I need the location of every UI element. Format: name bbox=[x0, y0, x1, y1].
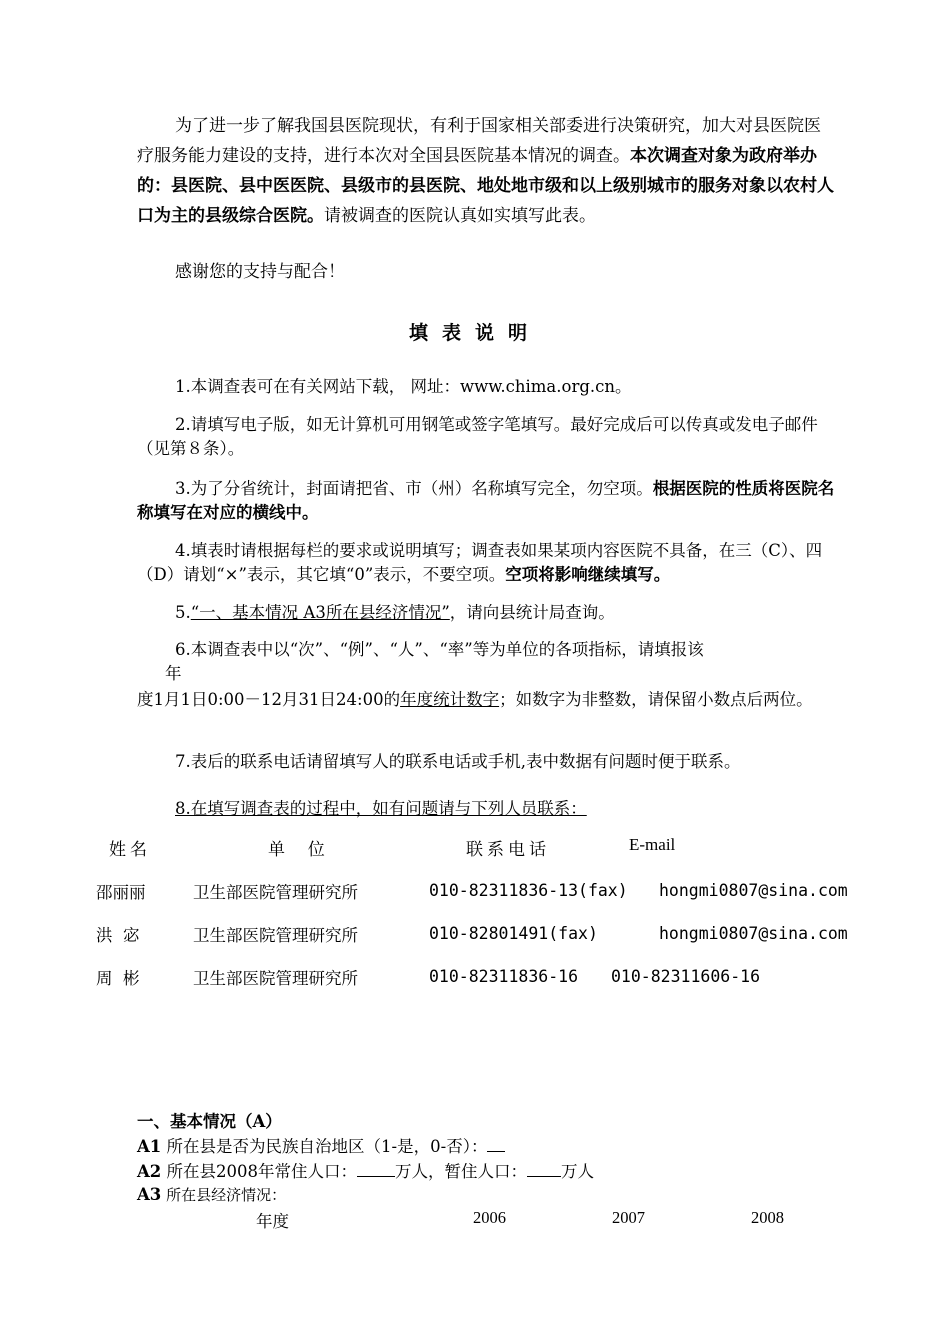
item-5-text: ，请向县统计局查询。 bbox=[449, 603, 615, 622]
contact-row-1-unit: 卫生部医院管理研究所 bbox=[193, 883, 358, 902]
item-3-bold: 根据医院的性质将医院名称填写在对应的横线中。 bbox=[137, 479, 835, 522]
a2-text-3: 万人 bbox=[561, 1162, 595, 1181]
instruction-item-4 bbox=[137, 539, 837, 587]
contact-header-email: E-mail bbox=[629, 835, 676, 854]
instructions-heading: 填表说明 bbox=[408, 322, 541, 344]
intro-text: 为了进一步了解我国县医院现状，有利于国家相关部委进行决策研究，加大对县医院医疗服务能力建设的支持，进行本次对全国县医院基本情况的调查。 bbox=[137, 116, 821, 166]
contact-row-3-unit: 卫生部医院管理研究所 bbox=[193, 969, 358, 988]
a3-label: A3 bbox=[137, 1185, 162, 1204]
thanks-text: 感谢您的支持与配合！ bbox=[175, 262, 345, 282]
contact-row-1-phone: 010-82311836-13(fax) bbox=[429, 881, 628, 900]
instruction-item-5 bbox=[137, 601, 837, 625]
contact-row-2-phone: 010-82801491(fax) bbox=[429, 924, 598, 943]
contact-header-phone: 联系电话 bbox=[466, 840, 550, 860]
contact-row-1-name: 邵丽丽 bbox=[96, 883, 146, 902]
item-6-text: 度1月1日0:00－12月31日24:00的 bbox=[137, 690, 401, 709]
contact-header-unit: 单 位 bbox=[268, 840, 329, 860]
instruction-item-3 bbox=[137, 477, 837, 525]
a2-temporary-blank[interactable] bbox=[527, 1160, 561, 1177]
contact-row-1-email[interactable]: hongmi0807@sina.com bbox=[659, 881, 848, 900]
year-2008: 2008 bbox=[751, 1208, 784, 1227]
item-6-underlined: 年度统计数字 bbox=[400, 690, 500, 709]
instruction-item-6-line3 bbox=[137, 688, 837, 712]
contact-row-3-phone: 010-82311836-16 bbox=[429, 967, 579, 986]
question-a3 bbox=[137, 1184, 286, 1205]
item-4-text: 4.填表时请根据每栏的要求或说明填写；调查表如果某项内容医院不具备，在三（C）、四（D）请划“×”表示，其它填“0”表示，不要空项。 bbox=[137, 541, 823, 584]
a2-text-1: 所在县2008年常住人口： bbox=[166, 1162, 358, 1181]
intro-closing-text: 请被调查的医院认真如实填写此表。 bbox=[324, 206, 596, 226]
contact-row-3-phone2: 010-82311606-16 bbox=[611, 967, 761, 986]
question-a1 bbox=[137, 1133, 505, 1157]
contact-row-2-unit: 卫生部医院管理研究所 bbox=[193, 926, 358, 945]
item-4-bold: 空项将影响继续填写。 bbox=[505, 565, 671, 584]
year-header: 年度 bbox=[256, 1212, 289, 1231]
instruction-item-8: 8.在填写调查表的过程中，如有问题请与下列人员联系： bbox=[175, 799, 587, 818]
question-a2 bbox=[137, 1158, 594, 1182]
contact-header-name: 姓名 bbox=[109, 840, 151, 860]
intro-paragraph bbox=[137, 111, 837, 231]
item-5-underlined: “一、基本情况 A3所在县经济情况” bbox=[190, 603, 450, 622]
a2-resident-blank[interactable] bbox=[357, 1160, 395, 1177]
year-2006: 2006 bbox=[473, 1208, 506, 1227]
instruction-item-6-line2: 年 bbox=[165, 664, 182, 683]
a2-label: A2 bbox=[137, 1162, 162, 1181]
instruction-item-1: 1.本调查表可在有关网站下载， 网址：www.chima.org.cn。 bbox=[175, 377, 632, 396]
year-2007: 2007 bbox=[612, 1208, 645, 1227]
instruction-item-6-line1: 6.本调查表中以“次”、“例”、“人”、“率”等为单位的各项指标，请填报该 bbox=[175, 640, 704, 659]
a3-text: 所在县经济情况： bbox=[166, 1186, 287, 1204]
section-a-title: 一、基本情况（A） bbox=[137, 1112, 282, 1131]
a2-text-2: 万人，暂住人口： bbox=[395, 1162, 528, 1181]
item-5-number: 5. bbox=[175, 603, 191, 622]
intro-bold-text: 本次调查对象为政府举办的：县医院、县中医医院、县级市的县医院、地处地市级和以上级别城市的服务对象以农村人口为主的县级综合医院。 bbox=[137, 146, 834, 226]
instruction-item-7: 7.表后的联系电话请留填写人的联系电话或手机,表中数据有问题时便于联系。 bbox=[175, 752, 741, 771]
item-6-text-end: ；如数字为非整数，请保留小数点后两位。 bbox=[499, 690, 813, 709]
a1-text: 所在县是否为民族自治地区（1-是，0-否）： bbox=[166, 1137, 488, 1156]
a1-label: A1 bbox=[137, 1137, 162, 1156]
item-3-text: 3.为了分省统计，封面请把省、市（州）名称填写完全，勿空项。 bbox=[175, 479, 653, 498]
instruction-item-2: 2.请填写电子版，如无计算机可用钢笔或签字笔填写。最好完成后可以传真或发电子邮件（见第８条）。 bbox=[137, 415, 818, 458]
a1-blank[interactable] bbox=[487, 1135, 505, 1152]
contact-row-3-name: 周 彬 bbox=[96, 969, 140, 988]
contact-row-2-email[interactable]: hongmi0807@sina.com bbox=[659, 924, 848, 943]
contact-row-2-name: 洪 宓 bbox=[96, 926, 140, 945]
